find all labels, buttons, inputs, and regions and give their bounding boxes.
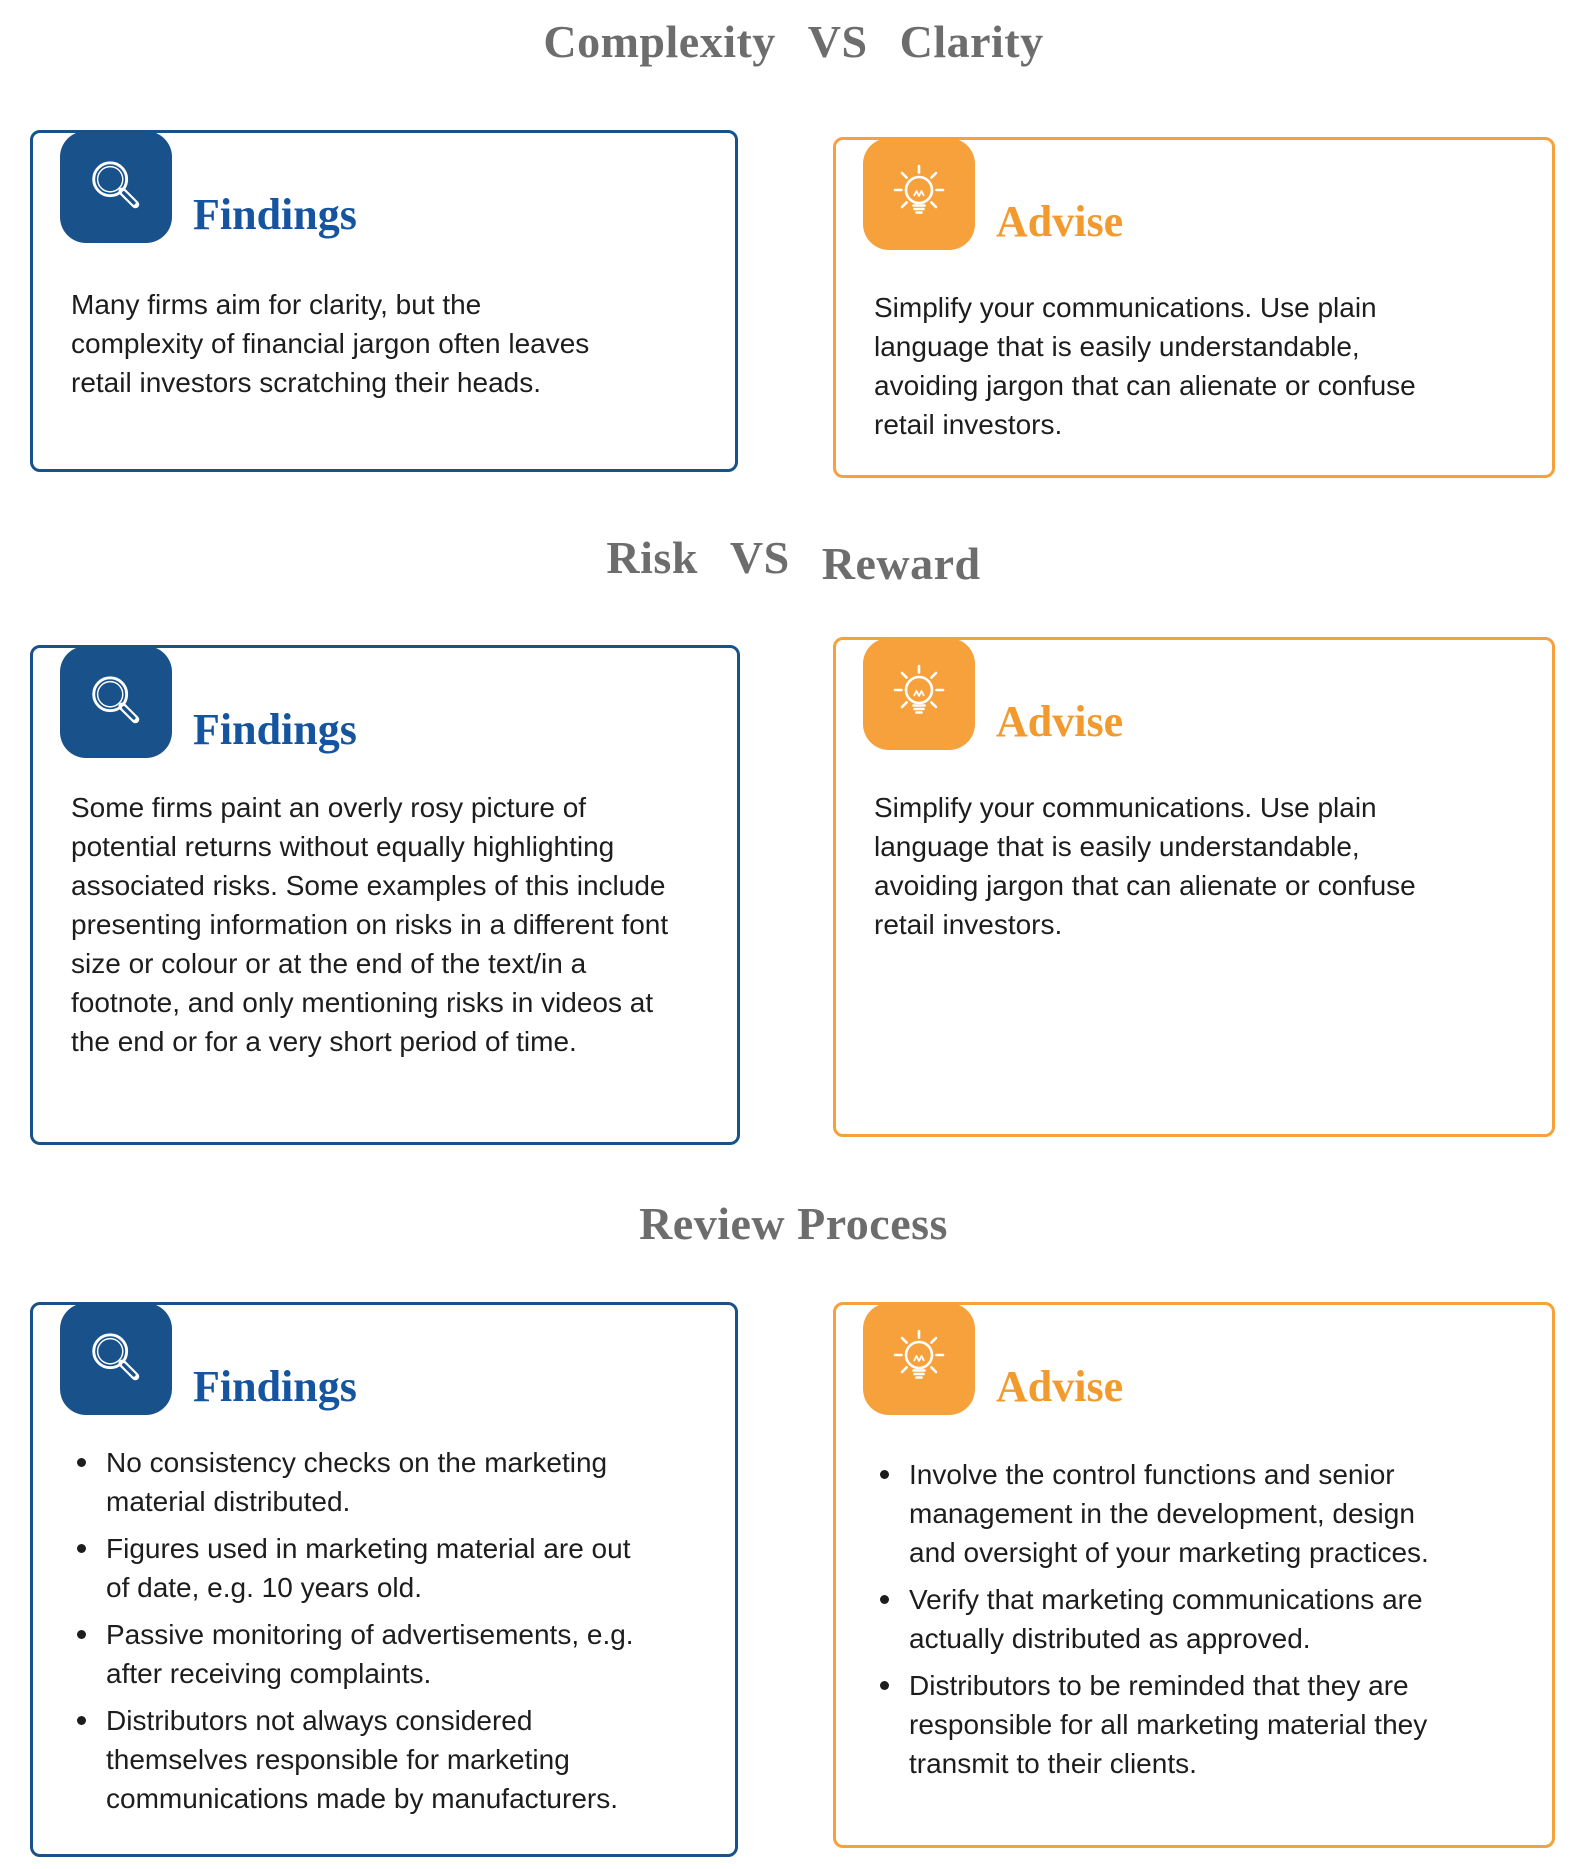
list-item: Figures used in marketing material are out of date, e.g. 10 years old.	[71, 1529, 651, 1607]
magnifier-icon	[85, 156, 147, 218]
lightbulb-icon	[887, 162, 951, 226]
section-heading-complexity-vs-clarity	[0, 16, 1587, 69]
list-item: Distributors to be reminded that they are responsible for all marketing material they transmit to their clients.	[874, 1666, 1464, 1783]
card-title-findings: Findings	[193, 705, 357, 754]
heading-vs: VS	[729, 532, 790, 583]
advise-text: Simplify your communications. Use plain language that is easily understandable, avoiding jargon that can alienate or confuse retail investors.	[874, 292, 1416, 440]
card-title-advise: Advise	[996, 697, 1124, 746]
heading-word: Review Process	[639, 1198, 948, 1249]
findings-card-risk	[30, 645, 740, 1145]
advise-bullet-list	[874, 1455, 1464, 1791]
findings-card-complexity	[30, 130, 738, 472]
card-title-advise: Advise	[996, 1362, 1124, 1411]
list-item: Involve the control functions and senior management in the development, design and oversight of your marketing practices.	[874, 1455, 1464, 1572]
heading-word-right: Clarity	[899, 16, 1044, 67]
findings-icon-badge	[60, 646, 172, 758]
list-item: Passive monitoring of advertisements, e.g. after receiving complaints.	[71, 1615, 651, 1693]
advise-text: Simplify your communications. Use plain language that is easily understandable, avoiding jargon that can alienate or confuse retail investors.	[874, 792, 1416, 940]
section-heading-risk-vs-reward	[0, 532, 1587, 589]
advise-card-complexity	[833, 137, 1555, 478]
advise-card-review-process	[833, 1302, 1555, 1848]
findings-icon-badge	[60, 1303, 172, 1415]
findings-card-review-process	[30, 1302, 738, 1857]
list-item: No consistency checks on the marketing material distributed.	[71, 1443, 651, 1521]
findings-text: Some firms paint an overly rosy picture of potential returns without equally highlighting associated risks. Some examples of this include presenting information on risks in a different font size or colour or at the end of the text/in a footnote, and only mentioning risks in videos at the end or for a very short period of time.	[71, 792, 669, 1057]
findings-bullet-list	[71, 1443, 651, 1826]
magnifier-icon	[85, 671, 147, 733]
heading-word-right: Reward	[821, 538, 981, 589]
findings-text: Many firms aim for clarity, but the complexity of financial jargon often leaves retail investors scratching their heads.	[71, 289, 590, 398]
list-item: Verify that marketing communications are actually distributed as approved.	[874, 1580, 1464, 1658]
card-title-advise: Advise	[996, 197, 1124, 246]
heading-word-left: Complexity	[543, 16, 776, 67]
heading-vs: VS	[807, 16, 868, 67]
lightbulb-icon	[887, 1327, 951, 1391]
magnifier-icon	[85, 1328, 147, 1390]
advise-icon-badge	[863, 1303, 975, 1415]
section-heading-review-process	[0, 1198, 1587, 1251]
lightbulb-icon	[887, 662, 951, 726]
findings-icon-badge	[60, 131, 172, 243]
advise-card-risk	[833, 637, 1555, 1137]
advise-icon-badge	[863, 138, 975, 250]
heading-word-left: Risk	[606, 532, 698, 583]
card-title-findings: Findings	[193, 190, 357, 239]
list-item: Distributors not always considered themselves responsible for marketing communications made by manufacturers.	[71, 1701, 651, 1818]
card-title-findings: Findings	[193, 1362, 357, 1411]
advise-icon-badge	[863, 638, 975, 750]
